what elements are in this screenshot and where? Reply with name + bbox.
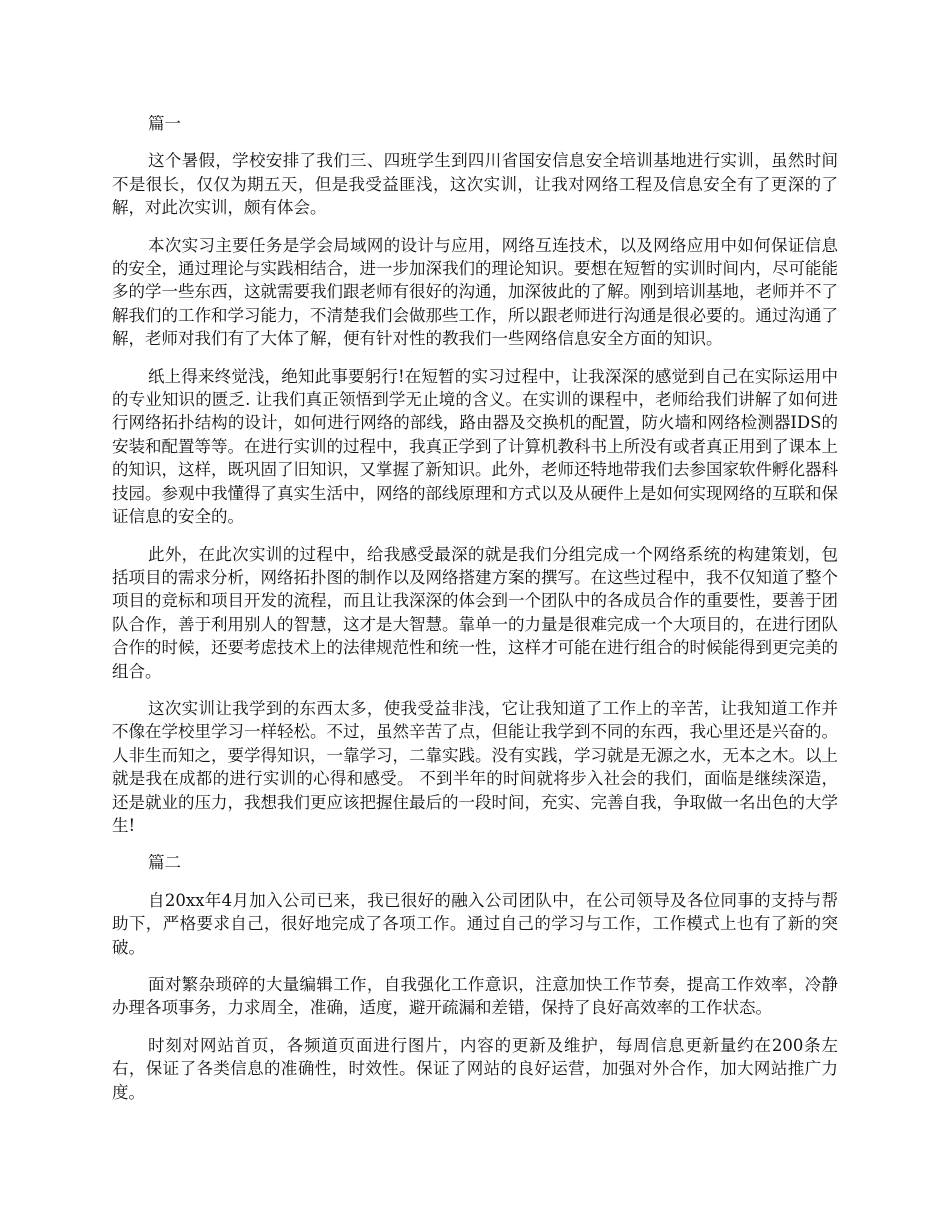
section-two-title: 篇二: [148, 853, 181, 873]
section-two-paragraph: 自20xx年4月加入公司已来，我已很好的融入公司团队中，在公司领导及各位同事的支持与帮助下，严格要求自己，很好地完成了各项工作。通过自己的学习与工作，工作模式上也有了新的突破。: [112, 890, 838, 957]
section-one-paragraph: 这次实训让我学到的东西太多，使我受益非浅，它让我知道了工作上的辛苦，让我知道工作并不像在学校里学习一样轻松。不过，虽然辛苦了点，但能让我学到不同的东西，我心里还是兴奋的。人非生而知之，要学得知识，一靠学习，二靠实践。没有实践，学习就是无源之水，无本之木。以上就是我在成都的进行实训的心得和感受。 不到半年的时间就将步入社会的我们，面临是继续深造，还是就业的压力，我想我们更应该把握住最后的一段时间，充实、完善自我，争取做一名出色的大学生!: [112, 698, 838, 835]
section-one-paragraph: 本次实习主要任务是学会局域网的设计与应用，网络互连技术，以及网络应用中如何保证信息的安全，通过理论与实践相结合，进一步加深我们的理论知识。要想在短暂的实训时间内，尽可能能多的学一些东西，这就需要我们跟老师有很好的沟通，加深彼此的了解。刚到培训基地，老师并不了解我们的工作和学习能力，不清楚我们会做那些工作，所以跟老师进行沟通是很必要的。通过沟通了解，老师对我们有了大体了解，便有针对性的教我们一些网络信息安全方面的知识。: [112, 235, 838, 349]
section-one-title: 篇一: [148, 114, 181, 133]
section-one-paragraph: 纸上得来终觉浅，绝知此事要躬行!在短暂的实习过程中，让我深深的感觉到自己在实际运用中的专业知识的匮乏. 让我们真正领悟到学无止境的含义。在实训的课程中，老师给我们讲解了如何进行网络拓扑结构的设计，如何进行网络的部线，路由器及交换机的配置，防火墙和网络检测器IDS的安装和配置等等。在进行实训的过程中，我真正学到了计算机教科书上所没有或者真正用到了课本上的知识，这样，既巩固了旧知识，又掌握了新知识。此外，老师还特地带我们去参国家软件孵化器科技园。参观中我懂得了真实生活中，网络的部线原理和方式以及从硬件上是如何实现网络的互联和保证信息的安全的。: [112, 366, 838, 527]
section-two-paragraph: 面对繁杂琐碎的大量编辑工作，自我强化工作意识，注意加快工作节奏，提高工作效率，冷静办理各项事务，力求周全，准确，适度，避开疏漏和差错，保持了良好高效率的工作状态。: [112, 975, 838, 1018]
section-one-paragraph: 此外，在此次实训的过程中，给我感受最深的就是我们分组完成一个网络系统的构建策划，包括项目的需求分析，网络拓扑图的制作以及网络搭建方案的撰写。在这些过程中，我不仅知道了整个项目的竞标和项目开发的流程，而且让我深深的体会到一个团队中的各成员合作的重要性，要善于团队合作，善于利用别人的智慧，这才是大智慧。靠单一的力量是很难完成一个大项目的，在进行团队合作的时候，还要考虑技术上的法律规范性和统一性，这样才可能在进行组合的时候能得到更完美的组合。: [112, 544, 838, 681]
section-two-paragraph: 时刻对网站首页，各频道页面进行图片，内容的更新及维护，每周信息更新量约在200条左右，保证了各类信息的准确性，时效性。保证了网站的良好运营，加强对外合作，加大网站推广力度。: [112, 1035, 838, 1102]
document-page: [112, 112, 838, 1118]
section-one-paragraph: 这个暑假，学校安排了我们三、四班学生到四川省国安信息安全培训基地进行实训，虽然时间不是很长，仅仅为期五天，但是我受益匪浅，这次实训，让我对网络工程及信息安全有了更深的了解，对此次实训，颇有体会。: [112, 151, 838, 218]
